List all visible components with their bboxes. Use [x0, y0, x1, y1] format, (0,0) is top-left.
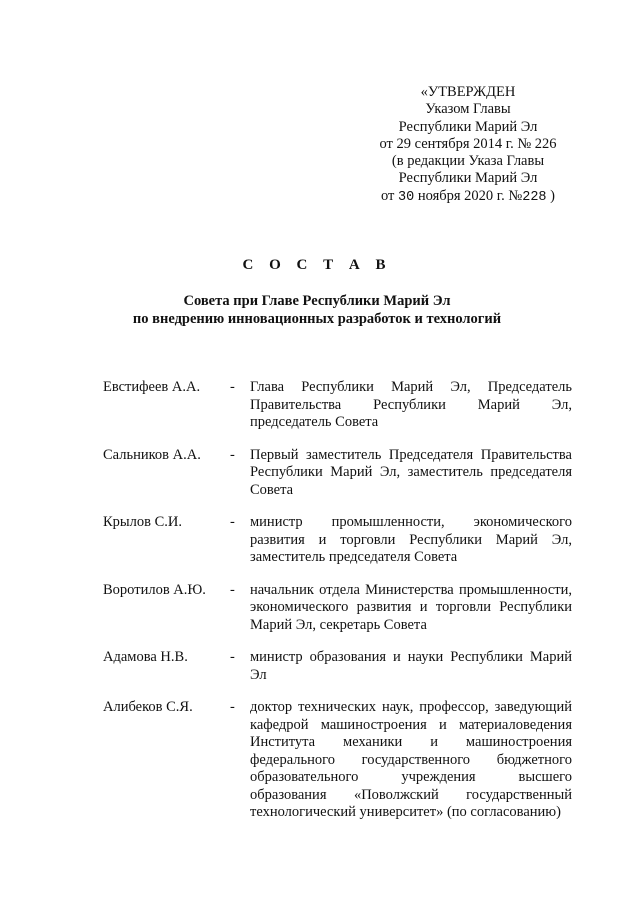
member-role: министр промышленности, экономического развития и торговли Республики Марий Эл, заместитель председателя Совета — [250, 514, 572, 565]
member-role: Первый заместитель Председателя Правительства Республики Марий Эл, заместитель председателя Совета — [250, 446, 572, 498]
member-role: начальник отдела Министерства промышленности, экономического развития и торговли Республики Марий Эл, секретарь Совета — [250, 581, 572, 633]
date-day: 30 — [398, 189, 415, 205]
approval-line: Республики Марий Эл — [398, 118, 538, 135]
date-close: ) — [550, 187, 555, 204]
member-name: Крылов С.И. — [103, 514, 183, 530]
member-dash: - — [230, 581, 235, 598]
member-role: министр образования и науки Республики Марий Эл — [250, 649, 572, 683]
members-list — [0, 379, 634, 837]
approval-stamp — [358, 84, 578, 206]
member-row — [0, 514, 634, 567]
document-heading: С О С Т А В — [242, 257, 392, 273]
member-row — [0, 649, 634, 684]
approval-date-line — [358, 188, 578, 206]
approval-line: от 29 сентября 2014 г. № 226 — [379, 135, 557, 152]
member-row — [0, 699, 634, 822]
subtitle-line-1: Совета при Главе Республики Марий Эл — [183, 293, 451, 309]
date-number: 228 — [522, 189, 547, 205]
member-name: Воротилов А.Ю. — [103, 581, 206, 598]
member-name: Евстифеев А.А. — [103, 379, 201, 395]
member-dash: - — [230, 699, 235, 715]
date-month-year: ноября 2020 г. № — [417, 187, 523, 204]
approval-line: «УТВЕРЖДЕН — [420, 84, 516, 100]
member-dash: - — [230, 514, 235, 530]
member-name: Адамова Н.В. — [103, 649, 188, 665]
member-name: Сальников А.А. — [103, 446, 201, 463]
member-dash: - — [230, 649, 235, 665]
subtitle-line-2: по внедрению инновационных разработок и технологий — [132, 311, 502, 327]
member-row — [0, 582, 634, 635]
member-role: доктор технических наук, профессор, заведующий кафедрой машиностроения и материаловедения Института механики и машиностроения федерального государственного бюджетного образовательного учреждения высшего образования «Поволжский государственный технологический университет» (по согласованию) — [250, 699, 572, 820]
document-subtitle — [0, 292, 634, 328]
member-dash: - — [230, 379, 235, 395]
approval-line: (в редакции Указа Главы — [391, 153, 545, 170]
approval-line: Указом Главы — [425, 101, 511, 118]
member-row — [0, 447, 634, 500]
member-dash: - — [230, 446, 235, 463]
member-name: Алибеков С.Я. — [103, 699, 193, 715]
approval-line: Республики Марий Эл — [398, 170, 538, 187]
member-row — [0, 379, 634, 432]
member-role: Глава Республики Марий Эл, Председатель Правительства Республики Марий Эл, председатель Совета — [250, 379, 572, 430]
date-prefix: от — [381, 187, 395, 204]
